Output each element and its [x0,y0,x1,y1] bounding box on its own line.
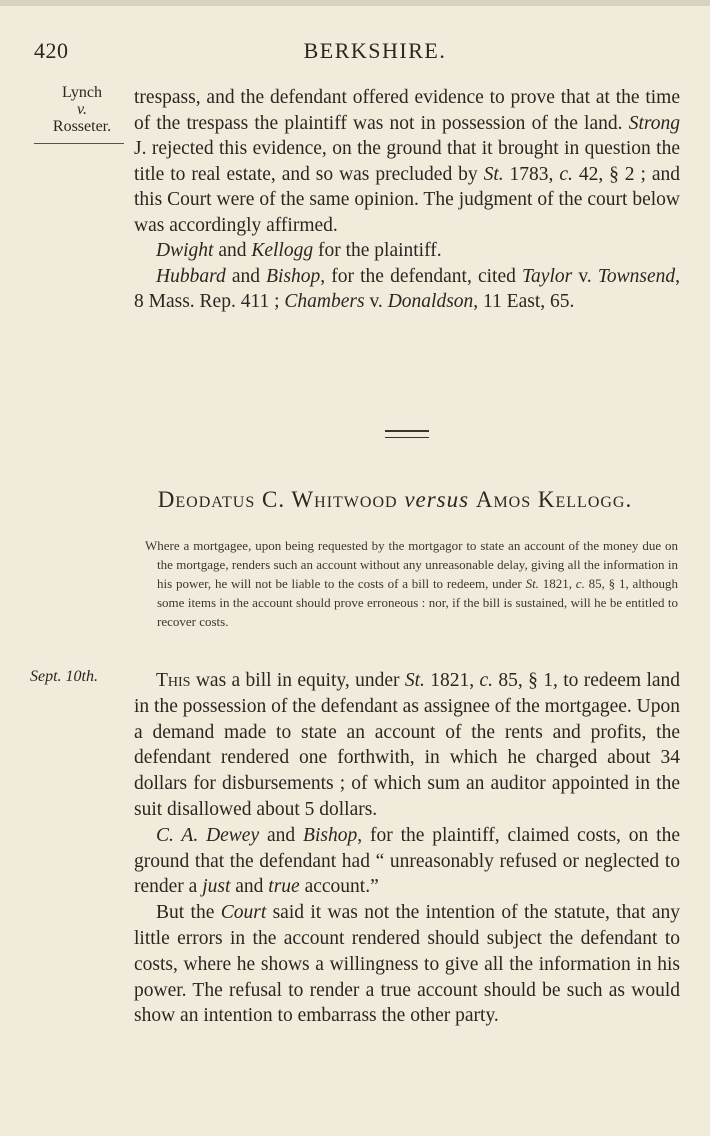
case-title [0,487,710,513]
text-run: , 11 East, 65. [473,291,575,312]
court-ref: Court [220,902,267,924]
first-case-paragraph [134,85,680,238]
counsel-name: Bishop [303,824,358,846]
chapter-ref: c. [559,163,573,185]
second-case-argument [134,823,680,900]
second-case-body [134,668,680,1029]
case-name-plaintiff: Lynch [62,84,102,101]
second-case-statement [134,668,680,823]
page-top-edge [0,0,710,6]
text-run: Where a mortgagee, upon being requested by the mortgagor to state an account of the money due on the mortgage, renders such an account without any unreasonable delay, giving all the information in his power, he will not be liable to the costs of a bill to redeem, under [145,538,678,591]
text-run: said it was not the intention of the statute, that any little errors in the account rendered should subject the defendant to costs, where he shows a willingness to give all the information in his power. The refusal to render a true account should be such as would show an intention to embarrass the other party. [134,902,680,1027]
text-run: v. [364,291,388,312]
first-case-body [134,85,680,315]
text-run: and [230,876,269,898]
second-case-opinion [134,900,680,1029]
text-run: J. rejected this evidence, on the ground that it brought in question the title to real estate, and so was precluded by [134,138,680,185]
text-run: and [259,824,304,846]
text-run: 42, § 2 ; and this Court were of the same opinion. The judgment of the court below was accordingly affirmed. [134,163,680,236]
text-run: 85, § 1, to redeem land in the possession of the defendant as assignee of the mortgagee. Upon a demand made to state an account of the rents and profits, the defendant rendered one forthwith, in which he charged about 34 dollars for disbursements ; of which sum an auditor appointed in the suit disallowed about 5 dollars. [134,670,681,820]
emphasis-word: just [202,876,231,898]
cited-case-party: Chambers [284,291,365,312]
case-name-versus: v. [77,101,87,118]
statute-ref: St. [483,163,504,185]
text-run: and [225,265,267,287]
case-name-defendant: Rosseter. [52,118,112,135]
case-title-versus: versus [397,487,476,512]
text-run: , for the defendant, cited [320,265,522,287]
chapter-ref: c. [575,576,585,591]
text-run: , 8 Mass. Rep. 411 ; [134,265,680,312]
cited-case-party: Townsend [597,265,676,287]
text-run: But the [156,902,221,924]
margin-rule [34,143,124,144]
section-divider [385,430,429,438]
text-run: v. [572,265,598,287]
text-run: 1821, [538,576,576,591]
emphasis-word: true [268,876,300,898]
headnote [145,536,678,631]
headnote-text [145,536,678,631]
running-head: BERKSHIRE. [303,38,447,63]
counsel-name: Dwight [156,240,214,261]
cited-case-party: Taylor [521,265,573,287]
text-run: , for the plaintiff, claimed costs, on the ground that the defendant had “ unreasonably refused or neglected to render a [134,824,681,898]
text-run: was a bill in equity, under [190,670,405,691]
lead-word: This [156,670,191,691]
text-run: 85, § 1, although some items in the account should prove erroneous : nor, if the bill is sustained, will he be entitled to recover costs. [157,576,679,629]
page-number: 420 [34,38,69,63]
counsel-name: Hubbard [156,265,226,287]
statute-ref: St. [525,576,539,591]
text-run: for the plaintiff. [313,240,442,261]
judge-name: Strong [628,112,680,134]
text-run: and [213,240,252,261]
counsel-defendant [134,264,680,315]
case-title-plaintiff: Deodatus C. Whitwood [157,487,398,512]
margin-case-name [38,84,126,135]
margin-date-note: Sept. 10th. [30,668,98,685]
counsel-plaintiff [134,238,680,264]
statute-ref: St. [404,670,425,691]
counsel-name: Bishop [266,265,321,287]
cited-case-party: Donaldson [387,291,474,312]
text-run: 1821, [424,670,480,691]
chapter-ref: c. [479,670,494,691]
case-title-defendant: Amos Kellogg. [475,487,633,512]
text-run: 1783, [503,163,560,185]
text-run: trespass, and the defendant offered evidence to prove that at the time of the trespass the plaintiff was not in possession of the land. [134,87,680,134]
counsel-name: C. A. Dewey [156,824,260,846]
counsel-name: Kellogg [251,240,314,261]
text-run: account.” [299,876,379,898]
